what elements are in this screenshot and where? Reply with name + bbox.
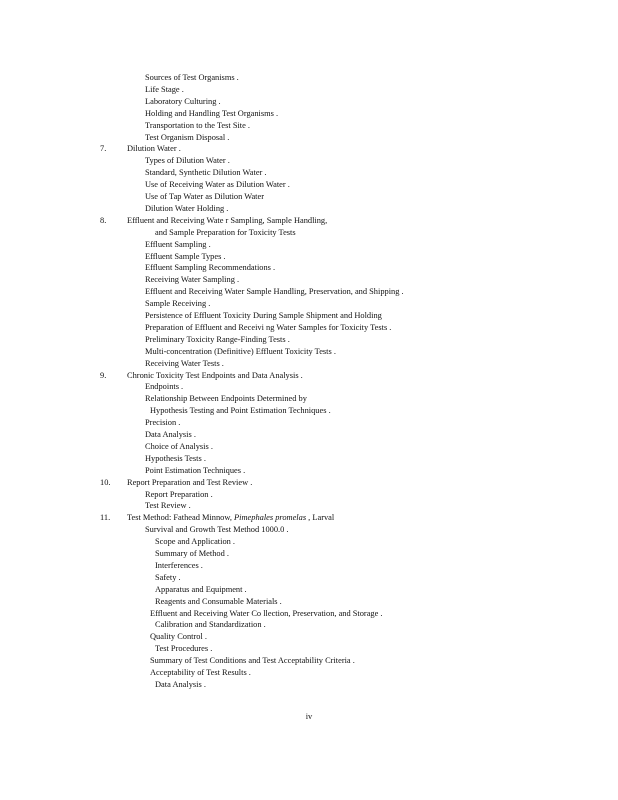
toc-entry-number: 7. [100,144,107,154]
toc-entry-title: Scope and Application . [155,537,236,547]
toc-entry-title: Sample Receiving . [145,299,211,309]
toc-entry-title: Receiving Water Sampling . [145,275,240,285]
toc-entry-title: Standard, Synthetic Dilution Water . [145,168,267,178]
toc-entry-title: Holding and Handling Test Organisms . [145,108,279,118]
toc-entry-title: Calibration and Standardization . [155,620,266,630]
toc-entry-title: Chronic Toxicity Test Endpoints and Data Analysis . [127,370,303,380]
toc-entry-title: Summary of Test Conditions and Test Acceptability Criteria . [150,656,355,666]
toc-entry-title: Interferences . [155,560,203,570]
toc-entry-number: 8. [100,215,107,225]
toc-entry-title: Use of Receiving Water as Dilution Water . [145,180,290,190]
toc-entry-title: Test Review . [145,501,191,511]
toc-entry-title: Receiving Water Tests . [145,358,224,368]
toc-entry-title: Point Estimation Techniques . [145,465,246,475]
toc-entry-title: Effluent and Receiving Water Sample Handling, Preservation, and Shipping . [145,287,404,297]
toc-entry-number: 10. [100,477,111,487]
toc-entry-title: Effluent Sampling Recommendations . [145,263,276,273]
toc-entry-title: Effluent and Receiving Water Co llection, Preservation, and Storage . [150,608,383,618]
toc-entry-title: Effluent and Receiving Wate r Sampling, Sample Handling, [127,215,328,225]
species-name: Pimephales promelas [234,513,307,523]
toc-entry-title: Test Method: Fathead Minnow, Pimephales promelas , Larval [127,513,335,523]
toc-entry-title: Life Stage . [145,84,184,94]
toc-entry-title: Choice of Analysis . [145,441,213,451]
toc-entry-title: Report Preparation and Test Review . [127,477,253,487]
toc-entry-title: Sources of Test Organisms . [145,73,239,82]
toc-entry-title: Endpoints . [145,382,184,392]
toc-entry-title: Types of Dilution Water . [145,156,230,166]
toc-entry-title: Report Preparation . [145,489,213,499]
toc-entry-title: Data Analysis . [145,430,196,439]
toc-entry-title: Apparatus and Equipment . [155,584,247,594]
toc-entry-title: Dilution Water . [127,144,181,154]
toc-entry-title: Laboratory Culturing . [145,96,221,106]
toc-entry-title: Test Procedures . [155,644,213,654]
toc-entry-title: Relationship Between Endpoints Determined by [145,394,307,404]
toc-entry-title: Hypothesis Tests . [145,453,206,463]
toc-entry-title: Dilution Water Holding . [145,203,229,213]
toc-entry-title: Precision . [145,418,181,428]
toc-entry-title: Test Organism Disposal . [145,132,230,142]
page-number: iv [305,712,313,721]
toc-entry-title: Safety . [155,572,181,582]
toc-entry-title: Use of Tap Water as Dilution Water [145,192,265,201]
toc-entry-title: Preliminary Toxicity Range-Finding Tests . [145,334,290,344]
toc-entry-number: 11. [100,513,111,523]
toc-entry-title: Acceptability of Test Results . [150,668,251,677]
toc-entry-title: Preparation of Effluent and Receivi ng Water Samples for Toxicity Tests . [145,322,392,332]
toc-entry-title: Effluent Sample Types . [145,251,226,261]
toc-entry-title: Multi-concentration (Definitive) Effluent Toxicity Tests . [145,346,336,356]
toc-entry-title: Data Analysis . [155,679,206,689]
toc-entry-title: Effluent Sampling . [145,239,211,249]
toc-entry-title: Hypothesis Testing and Point Estimation Techniques . [150,406,331,416]
toc-entry-title: and Sample Preparation for Toxicity Tests [155,227,296,237]
toc-entry-title: Transportation to the Test Site . [145,120,251,130]
toc-entry-title: Summary of Method . [155,549,229,558]
toc-entry-title: Persistence of Effluent Toxicity During Sample Shipment and Holding [145,311,382,320]
toc-entry-title: Reagents and Consumable Materials . [155,596,282,606]
toc-entry-title: Survival and Growth Test Method 1000.0 . [145,525,289,535]
toc-entry-title: Quality Control . [150,632,207,642]
toc-entry-number: 9. [100,370,107,380]
